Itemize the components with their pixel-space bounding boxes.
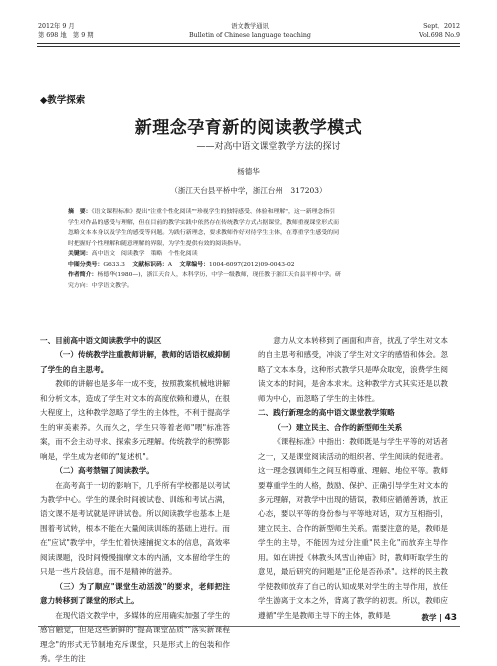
body-right-column	[258, 334, 448, 623]
section-heading: 一、目前高中语文阅读教学中的误区	[40, 336, 162, 345]
footer-rule	[38, 626, 460, 627]
subsection-heading: （一）建立民主、合作的新型师生关系	[273, 422, 403, 432]
header-rule-top	[37, 43, 460, 44]
page-number	[421, 612, 457, 623]
clc-code: G633.3	[103, 261, 125, 268]
page-number-value: 43	[444, 613, 457, 623]
subsection-heading: （一）传统教学注重教师讲解，教师的话语权威抑制了学生的自主思考。	[40, 350, 230, 374]
abstract-line: 忽略文本本身以及学生的感受等问题。为践行新理念，要求教师作好对待学生主体，在尊重学生感受的同	[68, 230, 339, 236]
abstract-line: 时把握好个性理解和随意理解的界限，为学生提供有效的阅读指导。	[68, 240, 245, 247]
article-title: 新理念孕育新的阅读教学模式	[134, 118, 363, 138]
author-affiliation: （浙江天台县平桥中学，浙江台州 317203）	[170, 186, 327, 195]
author-name: 杨德华	[237, 167, 260, 176]
journal-name-cn: 语文教学通讯	[231, 23, 269, 30]
journal-name-en: Bulletin of Chinese language teaching	[189, 32, 311, 39]
section-label: ◆教学探索	[40, 95, 86, 106]
body-paragraph: 《课程标准》中指出：教师既是与学生平等的对话者之一，又是课堂阅读活动的组织者、学生阅读的促进者。这一理念强调师生之间互相尊重、理解、地位平等。教师要尊重学生的人格，鼓励、保护、正确引导学生对文本的多元理解，对教学中出现的错误，教师应循循善诱，放正心态，要以平等的身份参与平等地对话，双方互相指引，建立民主、合作的新型师生关系。需要注意的是，教师是学生的主导，不能因为过分注重"民主化"而放弃主导作用。如在讲授《林教头风雪山神庙》时，教师听取学生的意见，最后研究的问题是"正伦是否孙杀"。这样的民主教学使教师放弃了自己的认知成果对学生的主导作用，放任学生游离于文本之外，背离了教学的初衷。所以，教师应遵循"学生是教师主导下的主体，教师是	[258, 437, 448, 620]
header-issue: 第 698 地 第 9 期	[38, 32, 94, 39]
body-paragraph: 在现代语文教学中，多媒体的应用确实加强了学生的感官触觉，但是这些新鲜的"提高课堂品质""落实新课程理念"的形式无节制地充斥课堂，只是形式上的包装和作秀。学生的注	[40, 610, 230, 663]
body-left-column	[40, 334, 230, 666]
journal-volume	[419, 22, 460, 40]
doc-code: A	[167, 261, 173, 268]
abstract-line: 摘 要：《语文课程标准》提出"注重个性化阅读""珍视学生的独特感受、体验和理解"，这一新理念指引	[68, 208, 336, 215]
keywords	[68, 249, 440, 260]
author-intro-label: 作者简介：	[68, 271, 98, 278]
keywords-value: 高中语文 阅读教学 策略 个性化阅读	[91, 251, 198, 257]
abstract	[68, 207, 440, 291]
article-id: 1004-6097(2012)09-0043-02	[208, 261, 295, 268]
abstract-label: 摘 要：	[68, 208, 92, 215]
page-number-divider: |	[439, 613, 442, 622]
subsection-heading: （三）为了顺应"课堂生动活泼"的要求，老师把注意力转移到了课堂的形式上。	[40, 581, 230, 606]
body-paragraph: 在高考高于一切的影响下，几乎所有学校都是以考试为教学中心。学生的课余时间被试卷、训练和考试占满，语文课不是考试就是评讲试卷。所以阅读教学也基本上是围着考试转，根本不能在大量阅读训练的基础上进行。而在"应试"教学中，学生忙着快速捕捉文本的信息，高效率阅读课题，没时间慢慢揣摩文本的内涵，文本留给学生的只是一些片段信息，而不是精神的滋养。	[40, 480, 230, 577]
section-heading: 二、践行新理念的高中语文课堂教学策略	[258, 408, 395, 418]
author-intro: 作者简介：杨德华(1980—)，浙江天台人，本科学历，中学一级教师，现任教于浙江天台县平桥中学。研	[68, 271, 341, 278]
header-date: 2012年 9 月	[38, 23, 75, 30]
body-paragraph: 意力从文本转移到了画面和声音，扰乱了学生对文本的自主思考和感受，冲淡了学生对文字的感悟和体会。忽略了文本本身，这种形式教学只是哗众取宠，浪费学生阅读文本的时间，是舍本求末。这种教学方式其实还是以教师为中心，而忽略了学生的主体性。	[258, 336, 448, 403]
body-paragraph: 教师的讲解也是多年一成不变，按照教案机械地讲解和分析文本，造成了学生对文本的高度依赖和遵从，在很大程度上，这种教学忽略了学生的主体性，不利于提高学生的审美素养。久而久之，学生只等着老师"喂"标准答案，而不会主动寻求、探索多元理解。传统教学的积弊影响是，学生成为老师的"复述机"。	[40, 379, 230, 461]
article-subtitle: ——对高中语文课堂教学方法的探讨	[196, 142, 341, 152]
journal-date-issue	[38, 22, 94, 40]
abstract-line: 学生对作品的感受与理解，但在目前的教学实践中依然存在传统教学方式占据课堂，教师重视课堂形式而	[68, 219, 339, 226]
page-label: 教学	[421, 613, 437, 622]
subsection-heading: （二）高考禁锢了阅读教学。	[55, 466, 154, 476]
journal-name	[140, 22, 360, 40]
classification: 中图分类号：G633.3 文献标识码：A 文章编号：1004-6097(2012)09-0043-02	[68, 260, 295, 268]
header-volume-en: Vol.698 No.9	[419, 32, 460, 39]
author-intro-cont: 究方向：中学语文教学。	[68, 282, 133, 289]
keywords-label: 关键词：	[68, 250, 92, 257]
header-rule-bottom	[37, 46, 460, 47]
header-date-en: Sept．2012	[423, 23, 460, 30]
